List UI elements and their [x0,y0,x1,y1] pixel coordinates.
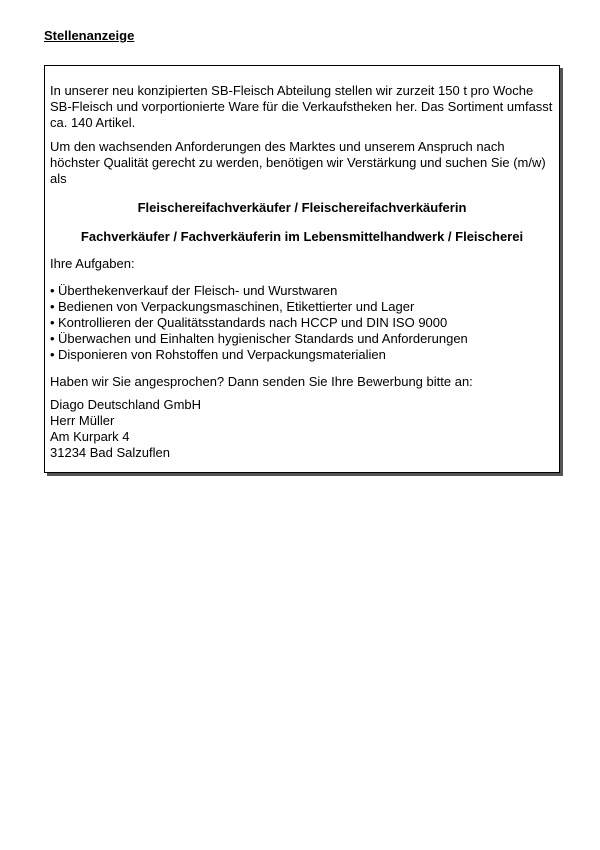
task-text: Überthekenverkauf der Fleisch- und Wurstwaren [58,283,338,298]
task-text: Bedienen von Verpackungsmaschinen, Etikettierter und Lager [58,299,415,314]
bullet-icon: • [50,315,55,330]
address-contact: Herr Müller [50,413,115,428]
bullet-icon: • [50,299,55,314]
task-list [50,283,554,363]
task-text: Überwachen und Einhalten hygienischer Standards und Anforderungen [58,331,468,346]
bullet-icon: • [50,347,55,362]
tasks-label: Ihre Aufgaben: [50,256,135,271]
job-ad-box [44,65,560,473]
task-item [50,299,554,315]
task-item [50,315,554,331]
document-heading: Stellenanzeige [44,28,135,43]
job-title-2: Fachverkäufer / Fachverkäuferin im Lebensmittelhandwerk / Fleischerei [80,229,524,244]
task-item [50,331,554,347]
requirement-paragraph: Um den wachsenden Anforderungen des Marktes und unserem Anspruch nach höchster Qualität gerecht zu werden, benötigen wir Verstärkung und suchen Sie (m/w) als [50,139,546,186]
address-company: Diago Deutschland GmbH [50,397,202,412]
address-block [50,397,554,461]
address-city: 31234 Bad Salzuflen [50,445,170,460]
task-text: Disponieren von Rohstoffen und Verpackungsmaterialien [58,347,386,362]
address-street: Am Kurpark 4 [50,429,130,444]
call-to-action: Haben wir Sie angesprochen? Dann senden Sie Ihre Bewerbung bitte an: [50,374,473,389]
task-text: Kontrollieren der Qualitätsstandards nach HCCP und DIN ISO 9000 [58,315,448,330]
job-title-1: Fleischereifachverkäufer / Fleischereifachverkäuferin [137,200,467,215]
bullet-icon: • [50,283,55,298]
bullet-icon: • [50,331,55,346]
task-item [50,283,554,299]
intro-paragraph: In unserer neu konzipierten SB-Fleisch Abteilung stellen wir zurzeit 150 t pro Woche SB-Fleisch und vorportionierte Ware für die Verkaufstheken her. Das Sortiment umfasst ca. 140 Artikel. [50,83,553,130]
task-item [50,347,554,363]
